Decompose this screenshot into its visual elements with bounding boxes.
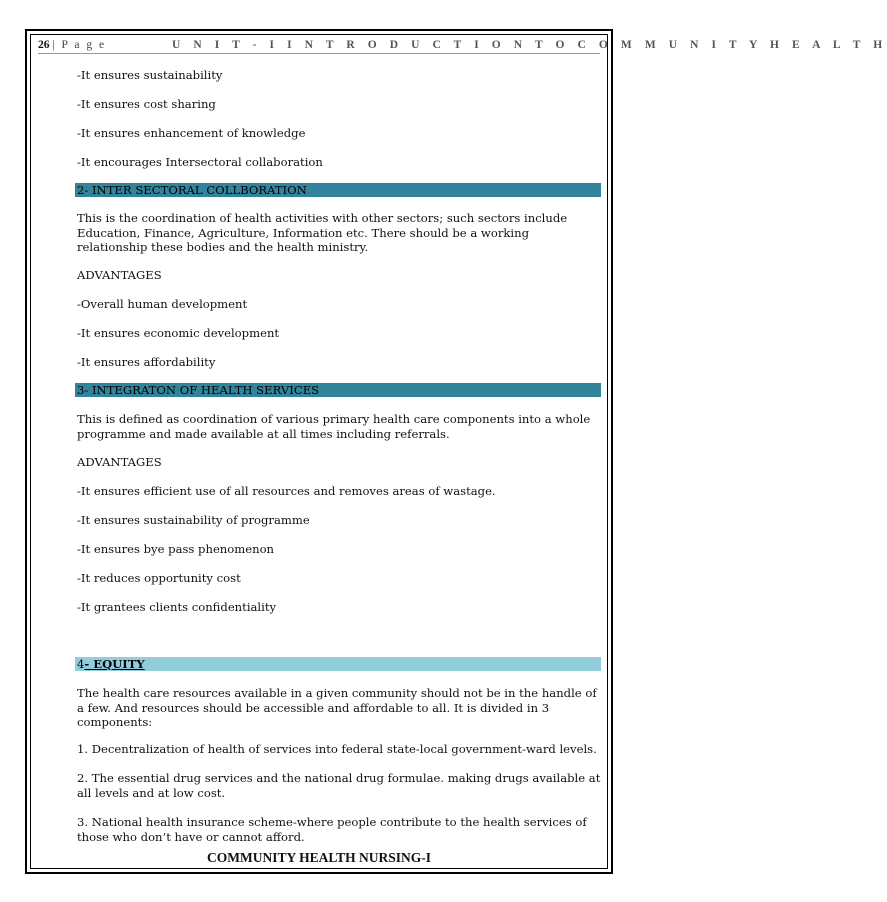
- advantage-point: -It grantees clients confidentiality: [77, 600, 277, 614]
- section-description: The health care resources available in a given community should not be in the handle of a few. And resources should be accessible and affordable to all. It is divided in 3 components:: [77, 686, 597, 729]
- page-word: | P a g e: [52, 39, 107, 51]
- advantage-point: -It reduces opportunity cost: [77, 571, 241, 585]
- advantage-point: -It ensures bye pass phenomenon: [77, 542, 275, 556]
- page-footer: COMMUNITY HEALTH NURSING-I: [206, 850, 432, 865]
- advantage-point: -It ensures efficient use of all resources and removes areas of wastage.: [77, 484, 496, 498]
- section-title: - EQUITY: [84, 657, 145, 671]
- equity-component: 3. National health insurance scheme-where people contribute to the health services of those who don’t have or cannot afford.: [77, 815, 587, 844]
- advantage-point: -It ensures economic development: [77, 326, 280, 340]
- intro-point: -It ensures cost sharing: [77, 97, 216, 111]
- advantages-label: ADVANTAGES: [77, 455, 162, 469]
- intro-point: -It ensures sustainability: [77, 68, 223, 82]
- intro-point: -It encourages Intersectoral collaboration: [77, 155, 323, 169]
- section-heading-integration: 3- INTEGRATON OF HEALTH SERVICES: [75, 383, 601, 397]
- advantages-label: ADVANTAGES: [77, 268, 162, 282]
- header-divider: [38, 53, 600, 54]
- advantage-point: -It ensures sustainability of programme: [77, 513, 310, 527]
- intro-point: -It ensures enhancement of knowledge: [77, 126, 306, 140]
- equity-component: 1. Decentralization of health of services into federal state-local government-ward levels.: [77, 742, 597, 756]
- section-heading-equity: [75, 657, 601, 671]
- advantage-point: -It ensures affordability: [77, 355, 216, 369]
- section-description: This is the coordination of health activities with other sectors; such sectors include Education, Finance, Agriculture, Information etc. There should be a working relationship these bodies and the health ministry.: [77, 211, 568, 254]
- section-description: This is defined as coordination of various primary health care components into a whole programme and made available at all times including referrals.: [77, 412, 591, 441]
- unit-title: U N I T - I I N T R O D U C T I O N T O C O M M U N I T Y H E A L T H: [172, 39, 887, 51]
- section-heading-intersectoral: 2- INTER SECTORAL COLLBORATION: [75, 183, 601, 197]
- advantage-point: -Overall human development: [77, 297, 248, 311]
- page-number: 26: [38, 39, 50, 51]
- page-number-label: [38, 39, 106, 51]
- equity-component: 2. The essential drug services and the national drug formulae. making drugs available at all levels and at low cost.: [77, 771, 601, 800]
- section-number: 4: [77, 657, 85, 671]
